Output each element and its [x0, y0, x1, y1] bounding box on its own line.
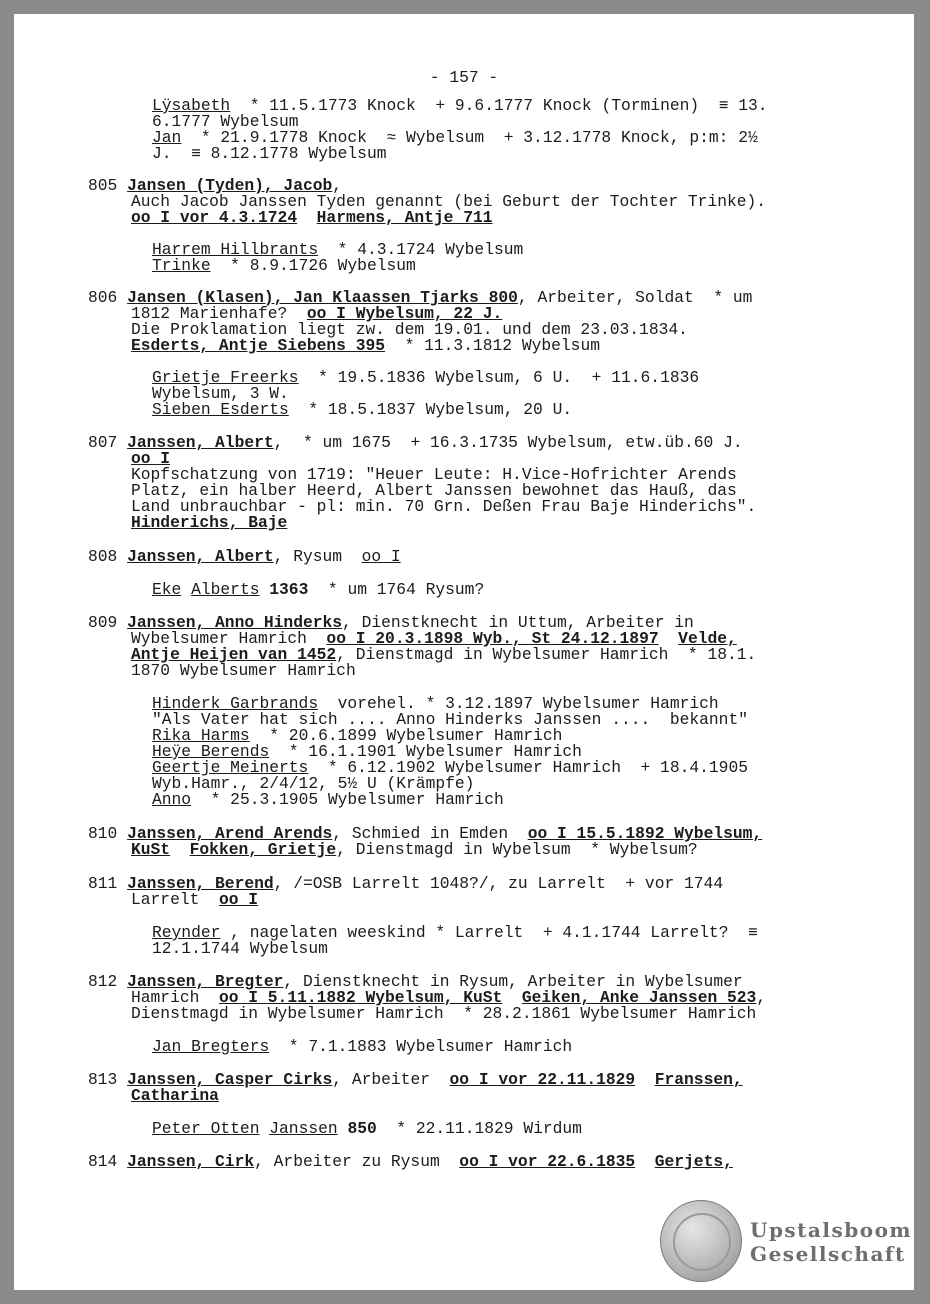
underlined-name: KuSt	[131, 840, 171, 859]
underlined-name: Harrem Hillbrants	[152, 240, 319, 259]
text-segment: Wybelsum, 3 W.	[152, 384, 289, 403]
underlined-name: Lÿsabeth	[152, 96, 231, 115]
text-segment: * um 1764 Rysum?	[308, 580, 485, 599]
text-line	[88, 435, 743, 451]
underlined-name: Janssen, Bregter	[127, 972, 284, 991]
underlined-name: Sieben Esderts	[152, 400, 289, 419]
text-line	[131, 663, 356, 679]
text-segment: , /=OSB Larrelt 1048?/, zu Larrelt + vor 1744	[273, 874, 724, 893]
underlined-name: Rika Harms	[152, 726, 250, 745]
underlined-name: Janssen, Casper Cirks	[127, 1070, 333, 1089]
text-segment: 812	[88, 972, 128, 991]
underlined-name: Peter Otten	[152, 1119, 260, 1138]
underlined-name: oo I vor 4.3.1724	[131, 208, 298, 227]
underlined-name: Jansen (Tyden), Jacob	[127, 176, 333, 195]
text-segment	[259, 1119, 269, 1138]
text-segment: ,	[756, 988, 767, 1007]
text-segment: , Dienstmagd in Wybelsum * Wybelsum?	[336, 840, 698, 859]
text-segment: , nagelaten weeskind * Larrelt + 4.1.1744 Larrelt? ≡	[220, 923, 758, 942]
underlined-name: Jan Bregters	[152, 1037, 270, 1056]
text-line	[152, 1121, 582, 1137]
society-seal-logo	[660, 1200, 742, 1282]
text-segment: , Schmied in Emden	[332, 824, 528, 843]
underlined-name: oo I Wybelsum, 22 J.	[306, 304, 503, 323]
text-segment: Wybelsumer Hamrich	[131, 629, 327, 648]
text-segment: 806	[88, 288, 128, 307]
underlined-name: Janssen, Arend Arends	[127, 824, 333, 843]
underlined-name: Hinderichs, Baje	[131, 513, 288, 532]
text-segment: , * um 1675 + 16.3.1735 Wybelsum, etw.üb.60 J.	[273, 433, 743, 452]
text-segment: 12.1.1744 Wybelsum	[152, 939, 328, 958]
underlined-name: Janssen, Albert	[127, 433, 274, 452]
text-line	[152, 258, 416, 274]
text-segment: J. ≡ 8.12.1778 Wybelsum	[152, 144, 387, 163]
underlined-name: Jansen (Klasen), Jan Klaassen Tjarks 800	[127, 288, 518, 307]
text-segment: * 4.3.1724 Wybelsum	[318, 240, 524, 259]
text-line	[152, 941, 328, 957]
text-segment: * 21.9.1778 Knock ≈ Wybelsum + 3.12.1778 Knock, p:m: 2½	[181, 128, 758, 147]
underlined-name: Geertje Meinerts	[152, 758, 309, 777]
text-segment: Kopfschatzung von 1719: "Heuer Leute: H.Vice-Hofrichter Arends	[131, 465, 737, 484]
org-name-line1: Upstalsboom	[750, 1218, 913, 1242]
underlined-name: Esderts, Antje Siebens 395	[131, 336, 386, 355]
document-page	[14, 14, 914, 1290]
text-line	[152, 582, 484, 598]
text-line	[88, 1154, 733, 1170]
text-segment: * 11.5.1773 Knock + 9.6.1777 Knock (Torminen) ≡ 13.	[230, 96, 768, 115]
underlined-name: Heÿe Berends	[152, 742, 270, 761]
text-segment: * 16.1.1901 Wybelsumer Hamrich	[269, 742, 582, 761]
text-line	[131, 1006, 756, 1022]
text-segment: 1363	[259, 580, 309, 599]
text-segment: Auch Jacob Janssen Tyden genannt (bei Geburt der Tochter Trinke).	[131, 192, 767, 211]
text-segment	[297, 208, 317, 227]
text-segment	[635, 1152, 655, 1171]
text-segment: * 20.6.1899 Wybelsumer Hamrich	[249, 726, 563, 745]
underlined-name: Janssen, Albert	[127, 547, 274, 566]
underlined-name: oo I	[361, 547, 401, 566]
underlined-name: Janssen, Anno Hinderks	[127, 613, 343, 632]
text-line	[131, 515, 287, 531]
text-segment: 808	[88, 547, 128, 566]
text-segment: , Dienstknecht in Rysum, Arbeiter in Wybelsumer	[283, 972, 743, 991]
text-line	[152, 1039, 572, 1055]
text-line	[152, 402, 572, 418]
text-segment: Larrelt	[131, 890, 219, 909]
underlined-name: Hinderk Garbrands	[152, 694, 319, 713]
text-segment: Wyb.Hamr., 2/4/12, 5½ U (Krämpfe)	[152, 774, 475, 793]
underlined-name: Geiken, Anke Janssen 523	[521, 988, 757, 1007]
underlined-name: oo I	[131, 449, 171, 468]
underlined-name: oo I 20.3.1898 Wyb., St 24.12.1897	[326, 629, 659, 648]
text-segment: * 25.3.1905 Wybelsumer Hamrich	[191, 790, 504, 809]
text-segment: Hamrich	[131, 988, 219, 1007]
underlined-name: Janssen	[269, 1119, 338, 1138]
text-segment: * 8.9.1726 Wybelsum	[210, 256, 416, 275]
text-segment: Dienstmagd in Wybelsumer Hamrich * 28.2.1861 Wybelsumer Hamrich	[131, 1004, 757, 1023]
text-segment: , Arbeiter, Soldat * um	[517, 288, 753, 307]
text-segment: ,	[332, 176, 343, 195]
text-segment: , Arbeiter	[332, 1070, 450, 1089]
underlined-name: oo I 15.5.1892 Wybelsum,	[527, 824, 763, 843]
text-segment: 814	[88, 1152, 128, 1171]
text-line	[88, 549, 401, 565]
text-segment: 1812 Marienhafe?	[131, 304, 307, 323]
text-line	[131, 210, 493, 226]
text-segment: Platz, ein halber Heerd, Albert Janssen bewohnet das Hauß, das	[131, 481, 737, 500]
text-segment: , Arbeiter zu Rysum	[254, 1152, 460, 1171]
underlined-name: Jan	[152, 128, 182, 147]
org-name-line2: Gesellschaft	[750, 1242, 906, 1266]
underlined-name: Harmens, Antje 711	[316, 208, 493, 227]
text-segment: * 19.5.1836 Wybelsum, 6 U. + 11.6.1836	[298, 368, 700, 387]
text-segment: 807	[88, 433, 128, 452]
text-segment: Die Proklamation liegt zw. dem 19.01. und dem 23.03.1834.	[131, 320, 688, 339]
text-segment: 811	[88, 874, 128, 893]
text-line	[152, 146, 387, 162]
text-segment: 810	[88, 824, 128, 843]
underlined-name: Antje Heijen van 1452	[131, 645, 337, 664]
text-segment	[181, 580, 191, 599]
underlined-name: Janssen, Berend	[127, 874, 274, 893]
text-line	[131, 842, 698, 858]
underlined-name: Alberts	[191, 580, 260, 599]
text-line	[131, 892, 258, 908]
underlined-name: oo I	[218, 890, 259, 909]
text-segment: * 22.11.1829 Wirdum	[376, 1119, 582, 1138]
text-segment: Land unbrauchbar - pl: min. 70 Grn. Deßen Frau Baje Hinderichs".	[131, 497, 757, 516]
underlined-name: Catharina	[131, 1086, 219, 1105]
underlined-name: oo I vor 22.11.1829	[449, 1070, 636, 1089]
underlined-name: oo I 5.11.1882 Wybelsum, KuSt	[218, 988, 503, 1007]
text-segment: , Dienstknecht in Uttum, Arbeiter in	[342, 613, 694, 632]
text-segment: "Als Vater hat sich .... Anno Hinderks Janssen .... bekannt"	[152, 710, 748, 729]
text-segment: * 11.3.1812 Wybelsum	[385, 336, 600, 355]
page-number: - 157 -	[429, 68, 499, 87]
text-segment: 1870 Wybelsumer Hamrich	[131, 661, 356, 680]
text-segment: * 6.12.1902 Wybelsumer Hamrich + 18.4.1905	[308, 758, 748, 777]
underlined-name: Franssen,	[654, 1070, 743, 1089]
text-segment: * 7.1.1883 Wybelsumer Hamrich	[269, 1037, 573, 1056]
underlined-name: Eke	[152, 580, 182, 599]
text-segment: 805	[88, 176, 128, 195]
text-segment	[170, 840, 190, 859]
text-segment: * 18.5.1837 Wybelsum, 20 U.	[288, 400, 573, 419]
text-line	[152, 792, 504, 808]
text-segment: 850	[337, 1119, 377, 1138]
text-line	[131, 338, 600, 354]
text-segment	[635, 1070, 655, 1089]
text-line	[131, 1088, 219, 1104]
text-segment: vorehel. * 3.12.1897 Wybelsumer Hamrich	[318, 694, 719, 713]
underlined-name: Grietje Freerks	[152, 368, 299, 387]
underlined-name: Reynder	[152, 923, 221, 942]
text-segment: 6.1777 Wybelsum	[152, 112, 299, 131]
underlined-name: Trinke	[152, 256, 211, 275]
underlined-name: Velde,	[678, 629, 737, 648]
underlined-name: Anno	[152, 790, 192, 809]
text-segment: , Dienstmagd in Wybelsumer Hamrich * 18.1.	[336, 645, 757, 664]
underlined-name: Fokken, Grietje	[189, 840, 337, 859]
underlined-name: Janssen, Cirk	[127, 1152, 255, 1171]
text-segment: , Rysum	[273, 547, 362, 566]
text-segment: 809	[88, 613, 128, 632]
underlined-name: Gerjets,	[654, 1152, 733, 1171]
underlined-name: oo I vor 22.6.1835	[459, 1152, 636, 1171]
text-segment: 813	[88, 1070, 128, 1089]
